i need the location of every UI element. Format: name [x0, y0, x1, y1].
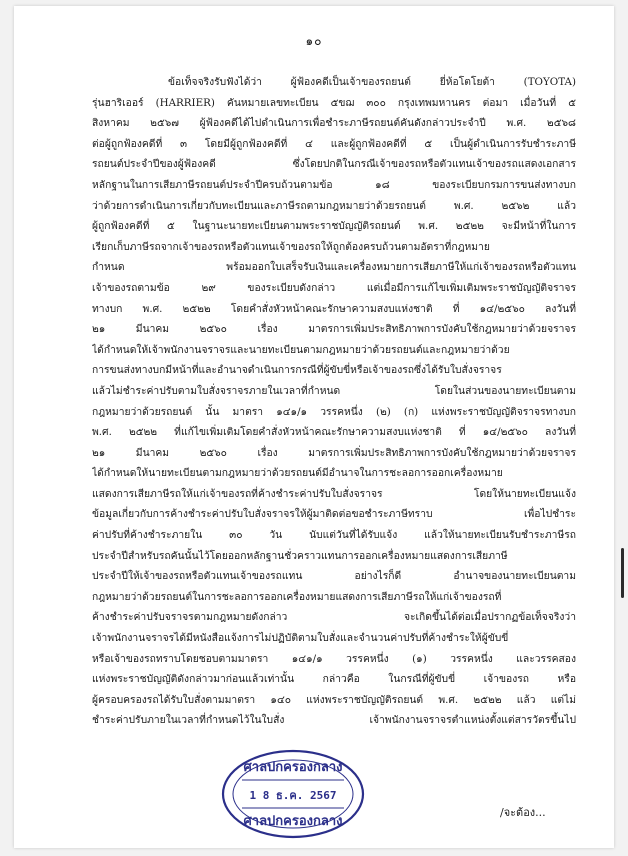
body-line: ค่าปรับที่ค้างชำระภายใน ๓๐ วัน นับแต่วันที่ได้รับแจ้ง แล้วให้นายทะเบียนรับชำระภาษีรถ	[92, 529, 576, 542]
document-body	[92, 72, 576, 731]
body-line: ค้างชำระค่าปรับจราจรตามกฎหมายดังกล่าว จะเกิดขึ้นได้ต่อเมื่อปรากฏข้อเท็จจริงว่า	[92, 611, 576, 624]
body-line: ๒๑ มีนาคม ๒๕๖๐ เรื่อง มาตรการเพิ่มประสิทธิภาพการบังคับใช้กฎหมายว่าด้วยจราจร	[92, 446, 576, 459]
body-line: แห่งพระราชบัญญัติดังกล่าวมาก่อนแล้วเท่านั้น กล่าวคือ ในกรณีที่ผู้ขับขี่ เจ้าของรถ หรือ	[92, 673, 576, 686]
body-line: กฎหมายว่าด้วยรถยนต์ นั้น มาตรา ๑๔๑/๑ วรรคหนึ่ง (๒) (ก) แห่งพระราชบัญญัติจราจรทางบก	[92, 405, 576, 418]
body-line: กำหนด พร้อมออกใบเสร็จรับเงินและเครื่องหมายการเสียภาษีให้แก่เจ้าของรถหรือตัวแทน	[92, 261, 576, 274]
body-line: ๒๑ มีนาคม ๒๕๖๐ เรื่อง มาตรการเพิ่มประสิทธิภาพการบังคับใช้กฎหมายว่าด้วยจราจร	[92, 323, 576, 336]
body-line: การขนส่งทางบกมีหน้าที่และอำนาจดำเนินการกรณีที่ผู้ขับขี่หรือเจ้าของรถซึ่งได้รับใบสั่งจราจร	[92, 364, 502, 377]
body-line: ชำระค่าปรับภายในเวลาที่กำหนดไว้ในใบสั่ง เจ้าพนักงานจราจรตำแหน่งตั้งแต่สารวัตรขึ้นไป	[92, 714, 576, 727]
body-line: หลักฐานในการเสียภาษีรถยนต์ประจำปีครบถ้วนตามข้อ ๑๘ ของระเบียบกรมการขนส่งทางบก	[92, 178, 576, 191]
body-line: สิงหาคม ๒๕๖๗ ผู้ฟ้องคดีได้ไปดำเนินการเพื่อชำระภาษีรถยนต์คันดังกล่าวประจำปี พ.ศ. ๒๕๖๘	[92, 117, 576, 130]
stamp-date: 1 8 ธ.ค. 2567	[249, 789, 337, 802]
body-line: เรียกเก็บภาษีรถจากเจ้าของรถหรือตัวแทนเจ้าของรถให้ถูกต้องครบถ้วนตามอัตราที่กฎหมาย	[92, 240, 490, 253]
stamp-bottom-text: ศาลปกครองกลาง	[243, 814, 343, 829]
stamp-graphic	[220, 748, 366, 840]
body-line: ผู้ครอบครองรถได้รับใบสั่งตามมาตรา ๑๔๐ แห่งพระราชบัญญัติรถยนต์ พ.ศ. ๒๕๒๒ แล้ว แต่ไม่	[92, 693, 576, 706]
stamp-top-text: ศาลปกครองกลาง	[243, 760, 343, 775]
body-line: หรือเจ้าของรถทราบโดยชอบตามมาตรา ๑๔๑/๑ วรรคหนึ่ง (๑) วรรคหนึ่ง และวรรคสอง	[92, 652, 576, 665]
body-line: ว่าด้วยการดำเนินการเกี่ยวกับทะเบียนและภาษีรถตามกฎหมายว่าด้วยรถยนต์ พ.ศ. ๒๕๖๒ แล้ว	[92, 199, 576, 212]
body-line: แล้วไม่ชำระค่าปรับตามใบสั่งจราจรภายในเวลาที่กำหนด โดยในส่วนของนายทะเบียนตาม	[92, 384, 576, 397]
body-line: ได้กำหนดให้เจ้าพนักงานจราจรและนายทะเบียนตามกฎหมายว่าด้วยรถยนต์และกฎหมายว่าด้วย	[92, 343, 510, 356]
body-line: เจ้าของรถตามข้อ ๒๙ ของระเบียบดังกล่าว แต่เมื่อมีการแก้ไขเพิ่มเติมพระราชบัญญัติจราจร	[92, 281, 576, 294]
body-line: ต่อผู้ถูกฟ้องคดีที่ ๓ โดยมีผู้ถูกฟ้องคดีที่ ๔ และผู้ถูกฟ้องคดีที่ ๕ เป็นผู้ดำเนินการรับชำระภาษี	[92, 137, 576, 150]
body-line: ได้กำหนดให้นายทะเบียนตามกฎหมายว่าด้วยรถยนต์มีอำนาจในการชะลอการออกเครื่องหมาย	[92, 467, 503, 480]
body-line: ประจำปีสำหรับรถคันนั้นไว้โดยออกหลักฐานชั่วคราวแทนการออกเครื่องหมายแสดงการเสียภาษี	[92, 549, 508, 562]
body-line: รุ่นฮาริเออร์ (HARRIER) คันหมายเลขทะเบียน ๕ขฌ ๓๐๐ กรุงเทพมหานคร ต่อมา เมื่อวันที่ ๕	[92, 96, 576, 109]
document-page	[14, 6, 614, 848]
body-line: ข้อเท็จจริงรับฟังได้ว่า ผู้ฟ้องคดีเป็นเจ้าของรถยนต์ ยี่ห้อโตโยต้า (TOYOTA)	[168, 76, 576, 88]
body-line: ข้อมูลเกี่ยวกับการค้างชำระค่าปรับใบสั่งจราจรให้ผู้มาติดต่อขอชำระภาษีทราบ เพื่อไปชำระ	[92, 508, 576, 521]
body-line: รถยนต์ประจำปีของผู้ฟ้องคดี ซึ่งโดยปกติในกรณีเจ้าของรถหรือตัวแทนเจ้าของรถแสดงเอกสาร	[92, 158, 576, 171]
body-line: กฎหมายว่าด้วยรถยนต์ในการชะลอการออกเครื่องหมายแสดงการเสียภาษีรถให้แก่เจ้าของรถที่	[92, 590, 502, 603]
body-line: แสดงการเสียภาษีรถให้แก่เจ้าของรถที่ค้างชำระค่าปรับใบสั่งจราจร โดยให้นายทะเบียนแจ้ง	[92, 487, 576, 500]
body-line: ทางบก พ.ศ. ๒๕๒๒ โดยคำสั่งหัวหน้าคณะรักษาความสงบแห่งชาติ ที่ ๑๔/๒๕๖๐ ลงวันที่	[92, 302, 576, 315]
body-line: เจ้าพนักงานจราจรได้มีหนังสือแจ้งการไม่ปฏิบัติตามใบสั่งและจำนวนค่าปรับที่ค้างชำระให้ผู้ขับขี่	[92, 632, 509, 645]
court-date-stamp	[220, 748, 366, 840]
body-line: ผู้ถูกฟ้องคดีที่ ๕ ในฐานะนายทะเบียนตามพระราชบัญญัติรถยนต์ พ.ศ. ๒๕๒๒ จะมีหน้าที่ในการ	[92, 220, 576, 233]
continuation-note: /จะต้อง...	[500, 806, 546, 819]
body-line: ประจำปีให้เจ้าของรถหรือตัวแทนเจ้าของรถแทน อย่างไรก็ดี อำนาจของนายทะเบียนตาม	[92, 570, 576, 583]
scrollbar-thumb[interactable]	[621, 548, 624, 598]
body-line: พ.ศ. ๒๕๒๒ ที่แก้ไขเพิ่มเติมโดยคำสั่งหัวหน้าคณะรักษาความสงบแห่งชาติ ที่ ๑๔/๒๕๖๐ ลงวันที่	[92, 426, 576, 439]
page-number: ๑๐	[305, 34, 323, 48]
